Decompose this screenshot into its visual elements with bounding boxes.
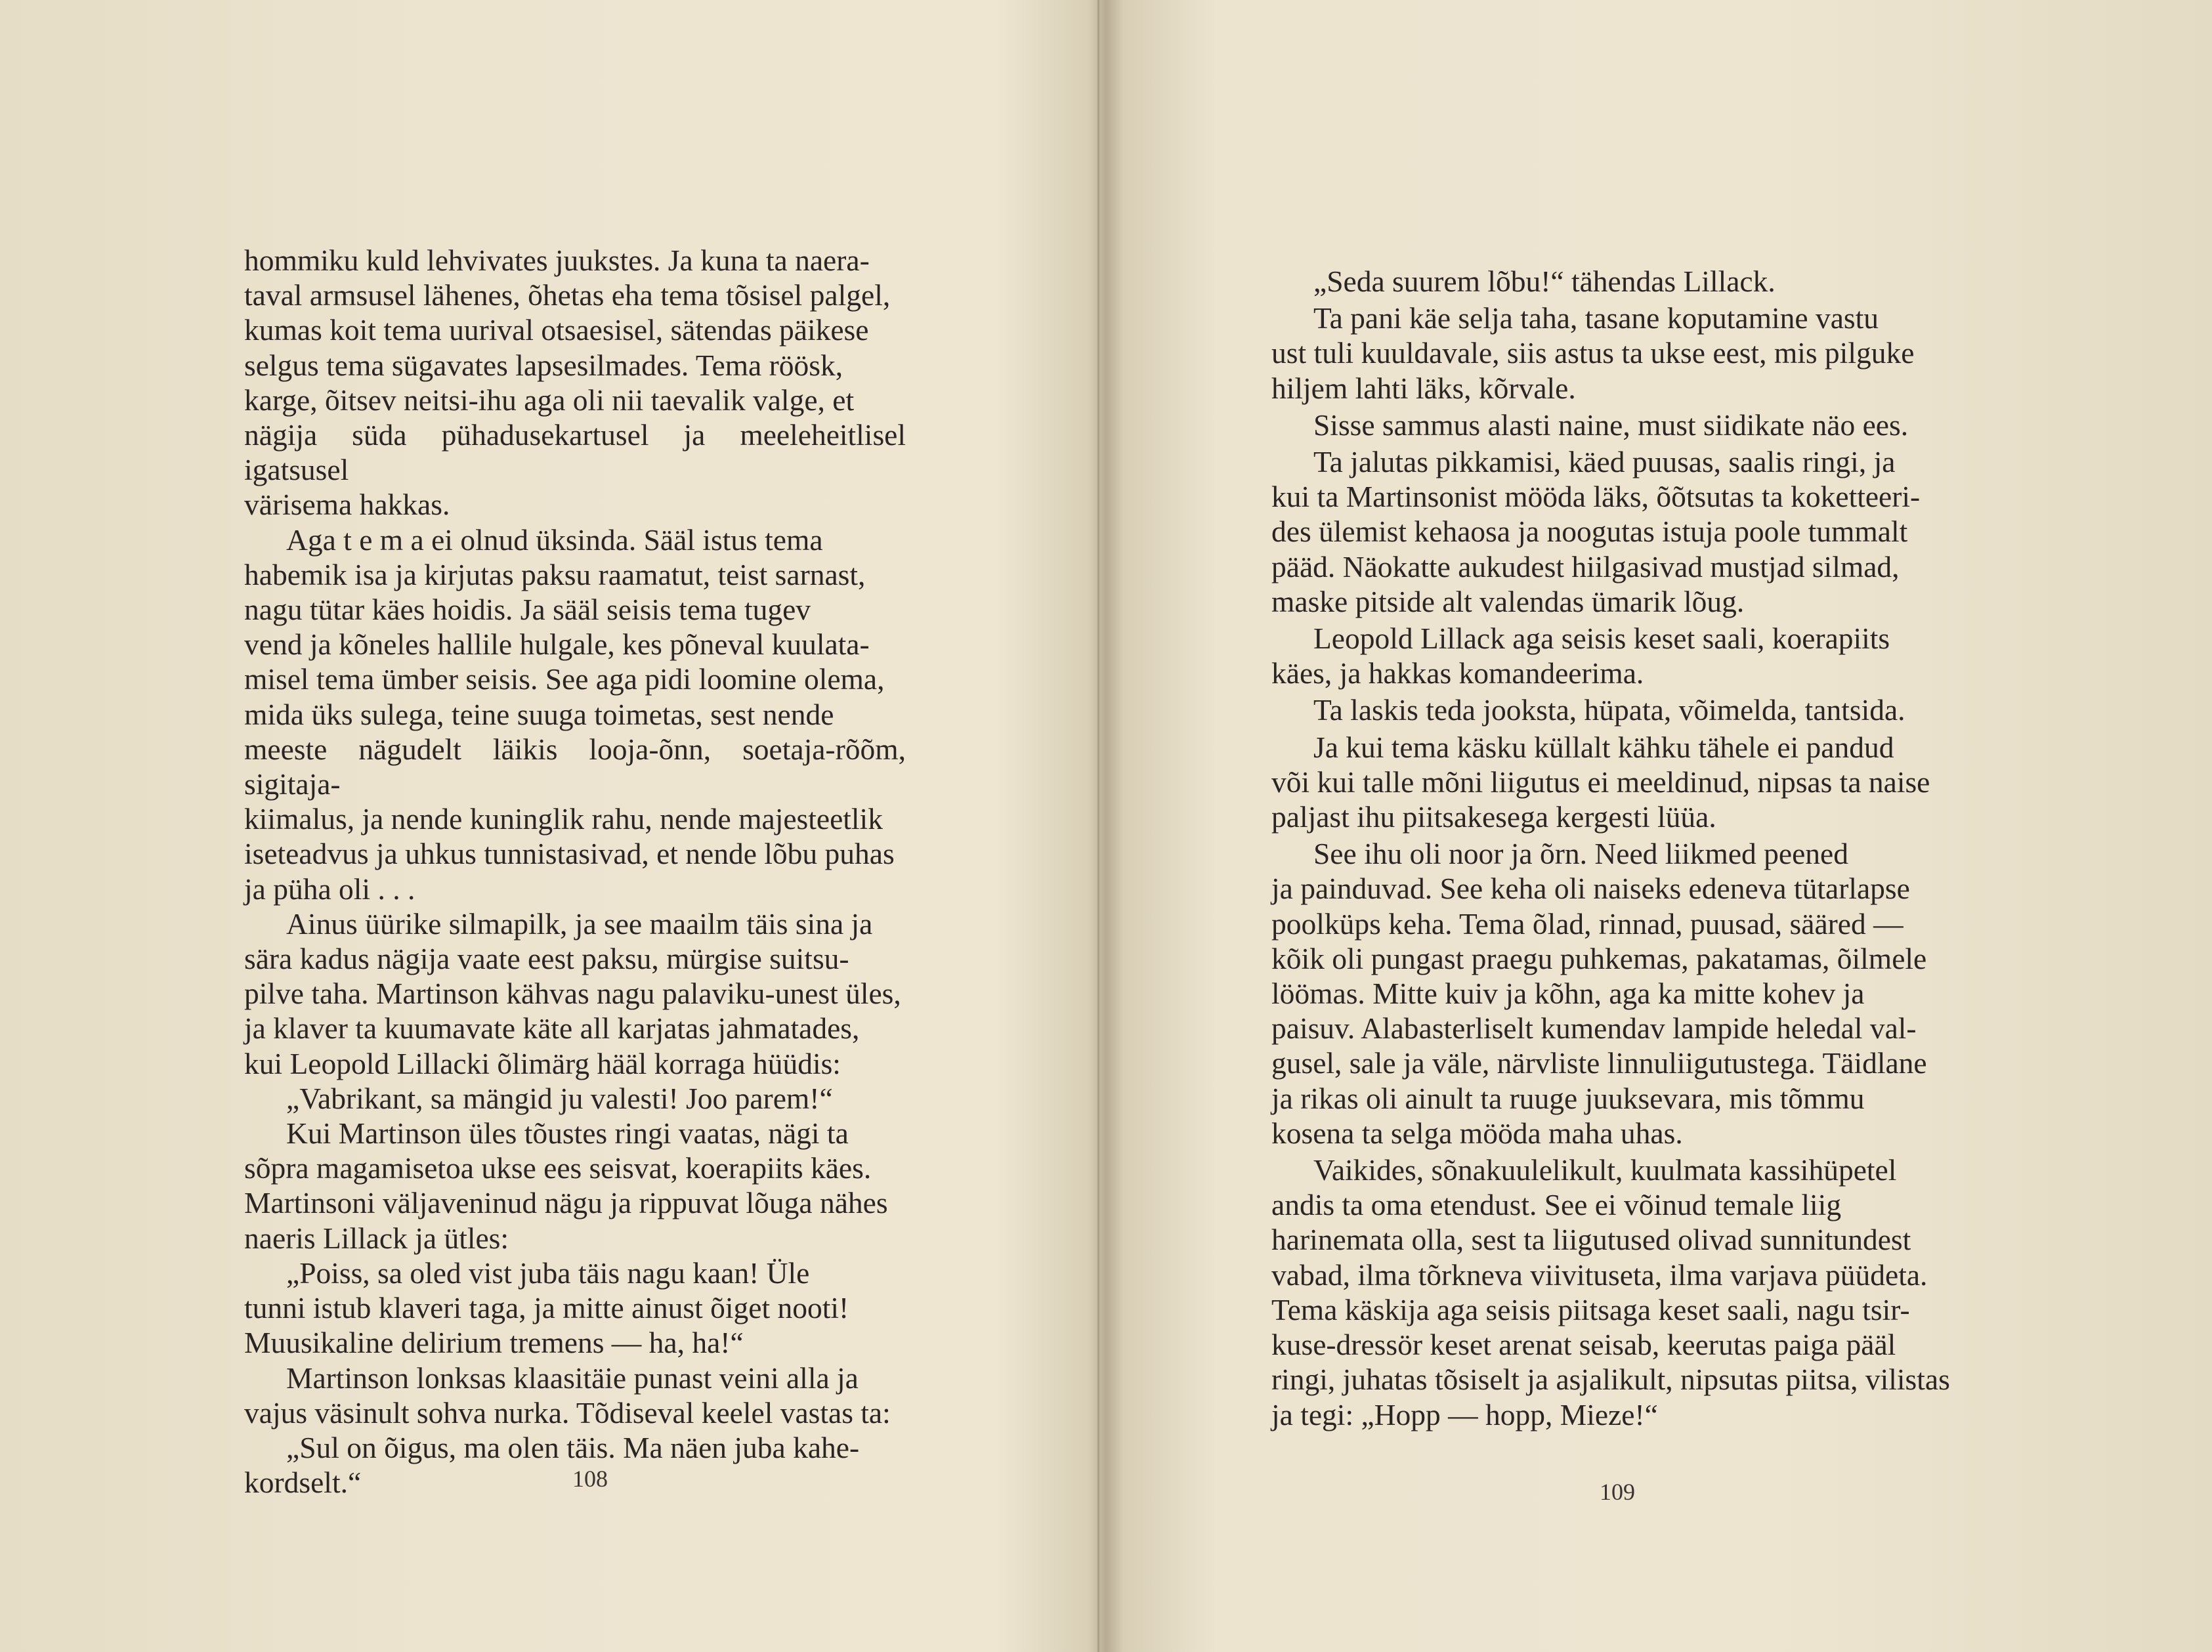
page-number: 108	[572, 1466, 608, 1492]
page-number: 109	[1600, 1479, 1635, 1505]
paragraph: See ihu oli noor ja õrn. Need liikmed peened ja painduvad. See keha oli naiseks edeneva tütarlapse poolküps keha. Tema õlad, rinnad, puusad, sääred — kõik oli pungast praegu puhkemas, pakatamas, õilmele löömas. Mitte kuiv ja kõhn, aga ka mitte kohev ja paisuv. Alabasterliselt kumendav lampide heledal val- gusel, sale ja väle, närvliste linnuliigutustega. Täidlane ja rikas oli ainult ta ruuge juuksevara, mis tõmmu kosena ta selga mööda maha uhas.	[1271, 837, 1927, 1150]
left-page	[0, 0, 1097, 1652]
paragraph: Ta pani käe selja taha, tasane koputamine vastu ust tuli kuuldavale, siis astus ta ukse eest, mis pilguke hiljem lahti läks, kõrvale.	[1271, 301, 1915, 405]
paragraph: Ta jalutas pikkamisi, käed puusas, saalis ringi, ja kui ta Martinsonist mööda läks, õõtsutas ta koketteeri- des ülemist kehaosa ja noogutas istuja poole tummalt pääd. Näokatte aukudest hiilgasivad mustjad silmad, maske pitside alt valendas ümarik lõug.	[1271, 445, 1921, 618]
paragraph: Ja kui tema käsku küllalt kähku tähele ei pandud või kui talle mõni liigutus ei meeldinud, nipsas ta naise paljast ihu piitsakesega kergesti lüüa.	[1271, 730, 1930, 834]
paragraph: „Sul on õigus, ma olen täis. Ma näen juba kahe- kordselt.“	[244, 1430, 860, 1500]
paragraph: Leopold Lillack aga seisis keset saali, koerapiits käes, ja hakkas komandeerima.	[1271, 622, 1890, 690]
paragraph: „Vabrikant, sa mängid ju valesti! Joo parem!“	[286, 1081, 833, 1115]
right-page	[1099, 0, 2212, 1652]
paragraph: Martinson lonksas klaasitäie punast veini alla ja vajus väsinult sohva nurka. Tõdiseval keelel vastas ta:	[244, 1361, 891, 1430]
paragraph: „Seda suurem lõbu!“ tähendas Lillack.	[1313, 265, 1776, 298]
paragraph: Sisse sammus alasti naine, must siidikate näo ees.	[1313, 408, 1909, 442]
left-page-text	[244, 243, 906, 1500]
paragraph: Ta laskis teda jooksta, hüpata, võimelda, tantsida.	[1313, 693, 1905, 727]
paragraph: „Poiss, sa oled vist juba täis nagu kaan! Üle tunni istub klaveri taga, ja mitte ainust õiget nooti! Muusikaline delirium tremens — ha, ha!“	[244, 1256, 849, 1360]
paragraph: Vaikides, sõnakuulelikult, kuulmata kassihüpetel andis ta oma etendust. See ei võinud temale liig harinemata olla, sest ta liigutused olivad sunnitundest vabad, ilma tõrkneva viivituseta, ilma varjava püüdeta. Tema käskija aga seisis piitsaga keset saali, nagu tsir- kuse-dressör keset arenat seisab, keerutas paiga pääl ringi, juhatas tõsiselt ja asjalikult, nipsutas piitsa, vilistas ja tegi: „Hopp — hopp, Mieze!“	[1271, 1153, 1950, 1431]
paragraph: Kui Martinson üles tõustes ringi vaatas, nägi ta sõpra magamisetoa ukse ees seisvat, koerapiits käes. Martinsoni väljaveninud nägu ja rippuvat lõuga nähes naeris Lillack ja ütles:	[244, 1116, 888, 1255]
right-page-text	[1271, 264, 1966, 1434]
paragraph: Aga t e m a ei olnud üksinda. Sääl istus tema habemik isa ja kirjutas paksu raamatut, teist sarnast, nagu tütar käes hoidis. Ja sääl seisis tema tugev vend ja kõneles hallile hulgale, kes põneval kuulata- misel tema ümber seisis. See aga pidi loomine olema, mida üks sulega, teine suuga toimetas, sest nende meeste nägudelt läikis looja-õnn, soetaja-rõõm, sigitaja- kiimalus, ja nende kuninglik rahu, nende majesteetlik iseteadvus ja uhkus tunnistasivad, et nende lõbu puhas ja püha oli . . .	[244, 522, 906, 906]
paragraph: Ainus üürike silmapilk, ja see maailm täis sina ja sära kadus nägija vaate eest paksu, mürgise suitsu- pilve taha. Martinson kähvas nagu palaviku-unest üles, ja klaver ta kuumavate käte all karjatas jahmatades, kui Leopold Lillacki õlimärg hääl korraga hüüdis:	[244, 906, 901, 1080]
paragraph: hommiku kuld lehvivates juukstes. Ja kuna ta naera- taval armsusel lähenes, õhetas eha tema tõsisel palgel, kumas koit tema uurival otsaesisel, sätendas päikese selgus tema sügavates lapsesilmades. Tema röösk, karge, õitsev neitsi-ihu aga oli nii taevalik valge, et nägija süda pühadusekartusel ja meeleheitlisel igatsusel värisema hakkas.	[244, 244, 906, 522]
